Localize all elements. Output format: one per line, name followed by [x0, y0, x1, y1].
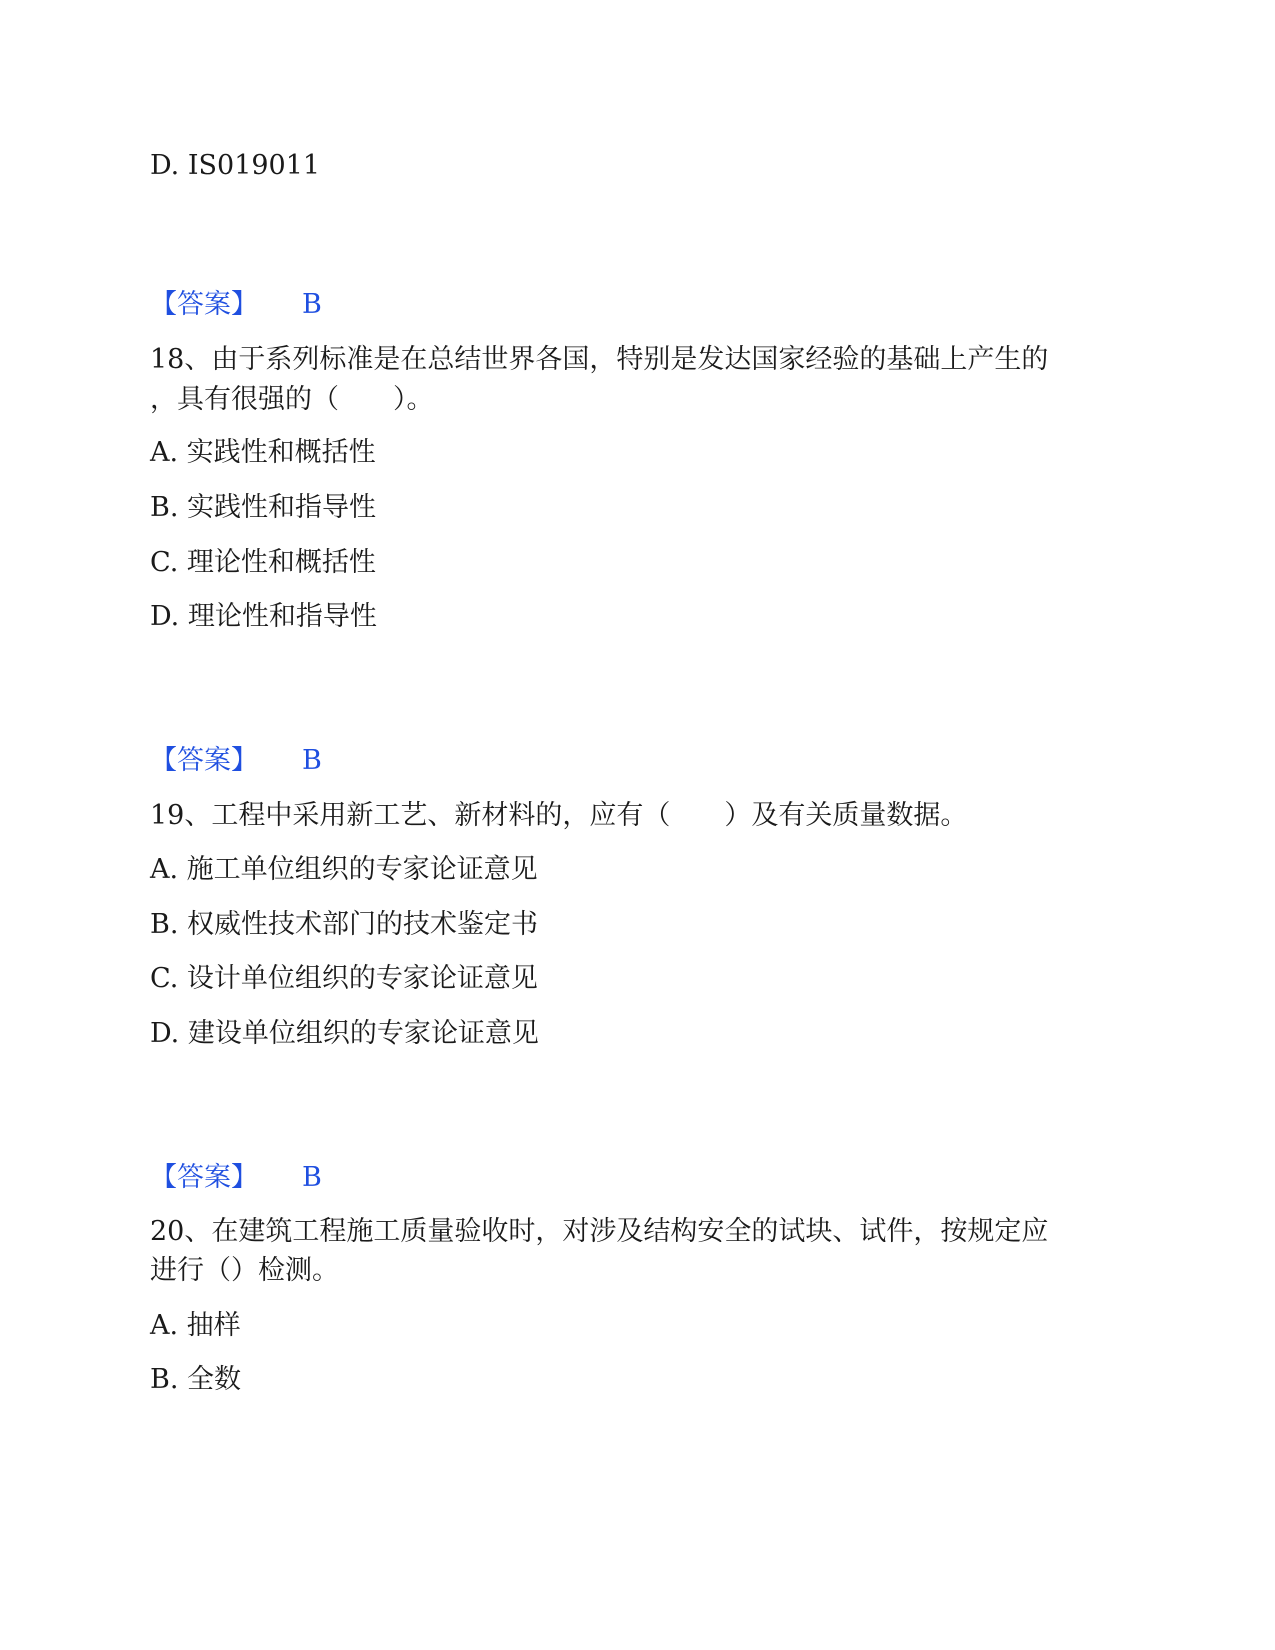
answer-value: B — [302, 1162, 322, 1193]
option-d-prev: D. IS019011 — [150, 150, 321, 181]
answer-19 — [150, 1160, 322, 1196]
answer-prev — [150, 287, 322, 323]
answer-tag: 【答案】 — [150, 1162, 258, 1193]
question-18-option-d: D. 理论性和指导性 — [150, 601, 377, 632]
answer-18 — [150, 743, 322, 779]
question-20-stem-line-2: 进行（）检测。 — [150, 1255, 339, 1286]
answer-tag: 【答案】 — [150, 745, 258, 776]
question-19-option-c: C. 设计单位组织的专家论证意见 — [150, 963, 538, 994]
answer-value: B — [302, 289, 322, 320]
question-18-option-a: A. 实践性和概括性 — [150, 437, 376, 468]
question-18-option-b: B. 实践性和指导性 — [150, 492, 377, 523]
question-19-stem-line-1: 19、工程中采用新工艺、新材料的，应有（ ）及有关质量数据。 — [150, 800, 968, 831]
question-20-option-b: B. 全数 — [150, 1364, 242, 1395]
question-18-option-c: C. 理论性和概括性 — [150, 547, 376, 578]
question-19-option-d: D. 建设单位组织的专家论证意见 — [150, 1018, 539, 1049]
question-18-stem-line-1: 18、由于系列标准是在总结世界各国，特别是发达国家经验的基础上产生的 — [150, 344, 1049, 375]
question-19-option-b: B. 权威性技术部门的技术鉴定书 — [150, 909, 539, 940]
question-19-option-a: A. 施工单位组织的专家论证意见 — [150, 854, 538, 885]
question-18-stem-line-2: ，具有很强的（ ）。 — [150, 384, 434, 415]
question-20-stem-line-1: 20、在建筑工程施工质量验收时，对涉及结构安全的试块、试件，按规定应 — [150, 1216, 1049, 1247]
answer-tag: 【答案】 — [150, 289, 258, 320]
question-20-option-a: A. 抽样 — [150, 1310, 241, 1341]
answer-value: B — [302, 745, 322, 776]
